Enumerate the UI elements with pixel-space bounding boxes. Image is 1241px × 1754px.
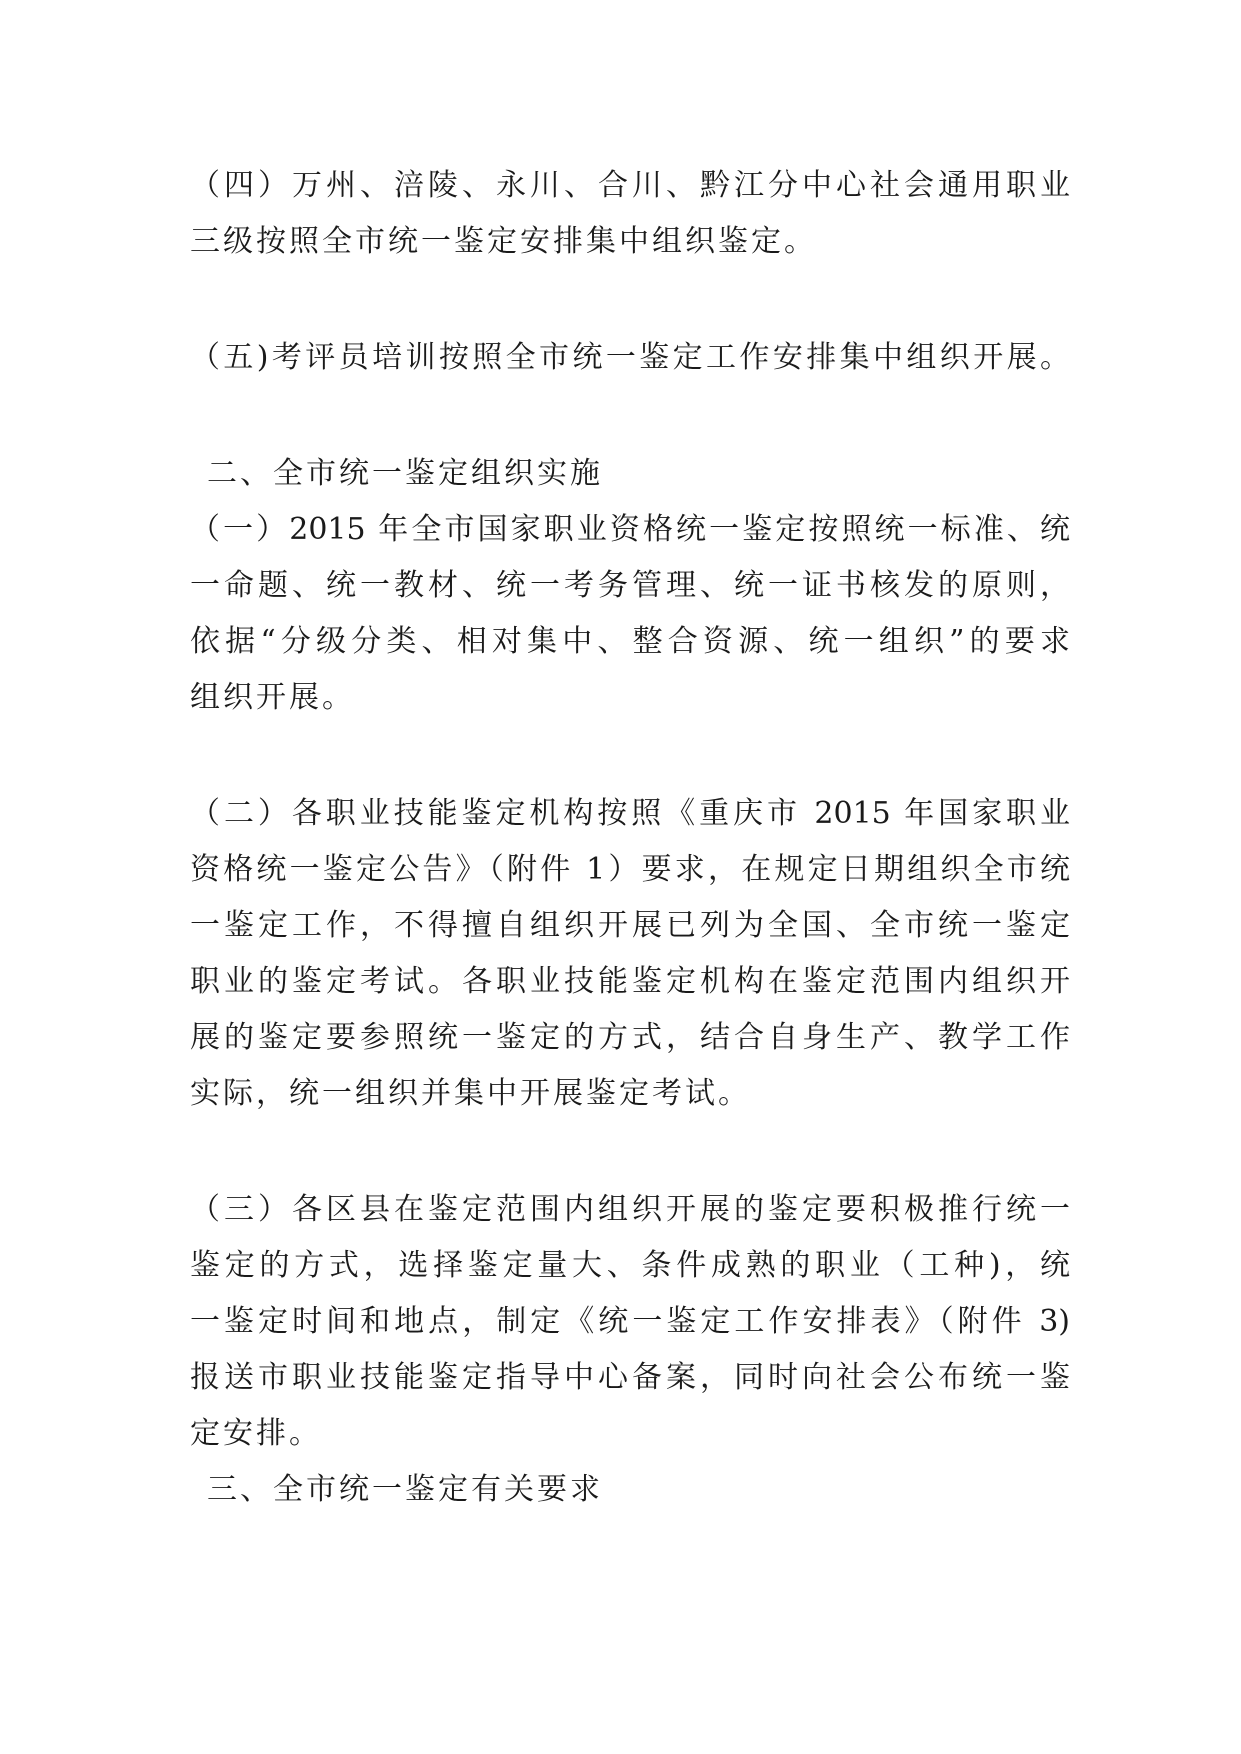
section-2-item-2-line-3: 一鉴定工作，不得擅自组织开展已列为全国、全市统一鉴定 bbox=[190, 908, 1070, 943]
section-2-item-1-line-3: 依据“分级分类、相对集中、整合资源、统一组织”的要求 bbox=[190, 624, 1070, 659]
section-2-item-2-line-6: 实际，统一组织并集中开展鉴定考试。 bbox=[190, 1076, 751, 1111]
section-2-item-1-line-1: （一）2015 年全市国家职业资格统一鉴定按照统一标准、统 bbox=[190, 512, 1070, 547]
section-2-item-2-line-2: 资格统一鉴定公告》（附件 1）要求，在规定日期组织全市统 bbox=[190, 852, 1070, 887]
section-2-item-3-line-1: （三）各区县在鉴定范围内组织开展的鉴定要积极推行统一 bbox=[190, 1192, 1070, 1227]
paragraph-4-line-2: 三级按照全市统一鉴定安排集中组织鉴定。 bbox=[190, 224, 817, 259]
section-3-heading: 三、全市统一鉴定有关要求 bbox=[207, 1472, 603, 1507]
section-2-item-2-line-4: 职业的鉴定考试。各职业技能鉴定机构在鉴定范围内组织开 bbox=[190, 964, 1070, 999]
paragraph-5-line-1: （五)考评员培训按照全市统一鉴定工作安排集中组织开展。 bbox=[190, 340, 1070, 375]
section-2-item-3-line-4: 报送市职业技能鉴定指导中心备案，同时向社会公布统一鉴 bbox=[190, 1360, 1070, 1395]
section-2-heading: 二、全市统一鉴定组织实施 bbox=[207, 456, 603, 491]
section-2-item-2-line-5: 展的鉴定要参照统一鉴定的方式，结合自身生产、教学工作 bbox=[190, 1020, 1070, 1055]
section-2-item-3-line-2: 鉴定的方式，选择鉴定量大、条件成熟的职业（工种)，统 bbox=[190, 1248, 1070, 1283]
section-2-item-1-line-2: 一命题、统一教材、统一考务管理、统一证书核发的原则， bbox=[190, 568, 1070, 603]
paragraph-4-line-1: （四）万州、涪陵、永川、合川、黔江分中心社会通用职业 bbox=[190, 168, 1070, 203]
section-2-item-3-line-5: 定安排。 bbox=[190, 1416, 322, 1451]
section-2-item-3-line-3: 一鉴定时间和地点，制定《统一鉴定工作安排表》（附件 3) bbox=[190, 1304, 1070, 1339]
section-2-item-1-line-4: 组织开展。 bbox=[190, 680, 355, 715]
section-2-item-2-line-1: （二）各职业技能鉴定机构按照《重庆市 2015 年国家职业 bbox=[190, 796, 1070, 831]
